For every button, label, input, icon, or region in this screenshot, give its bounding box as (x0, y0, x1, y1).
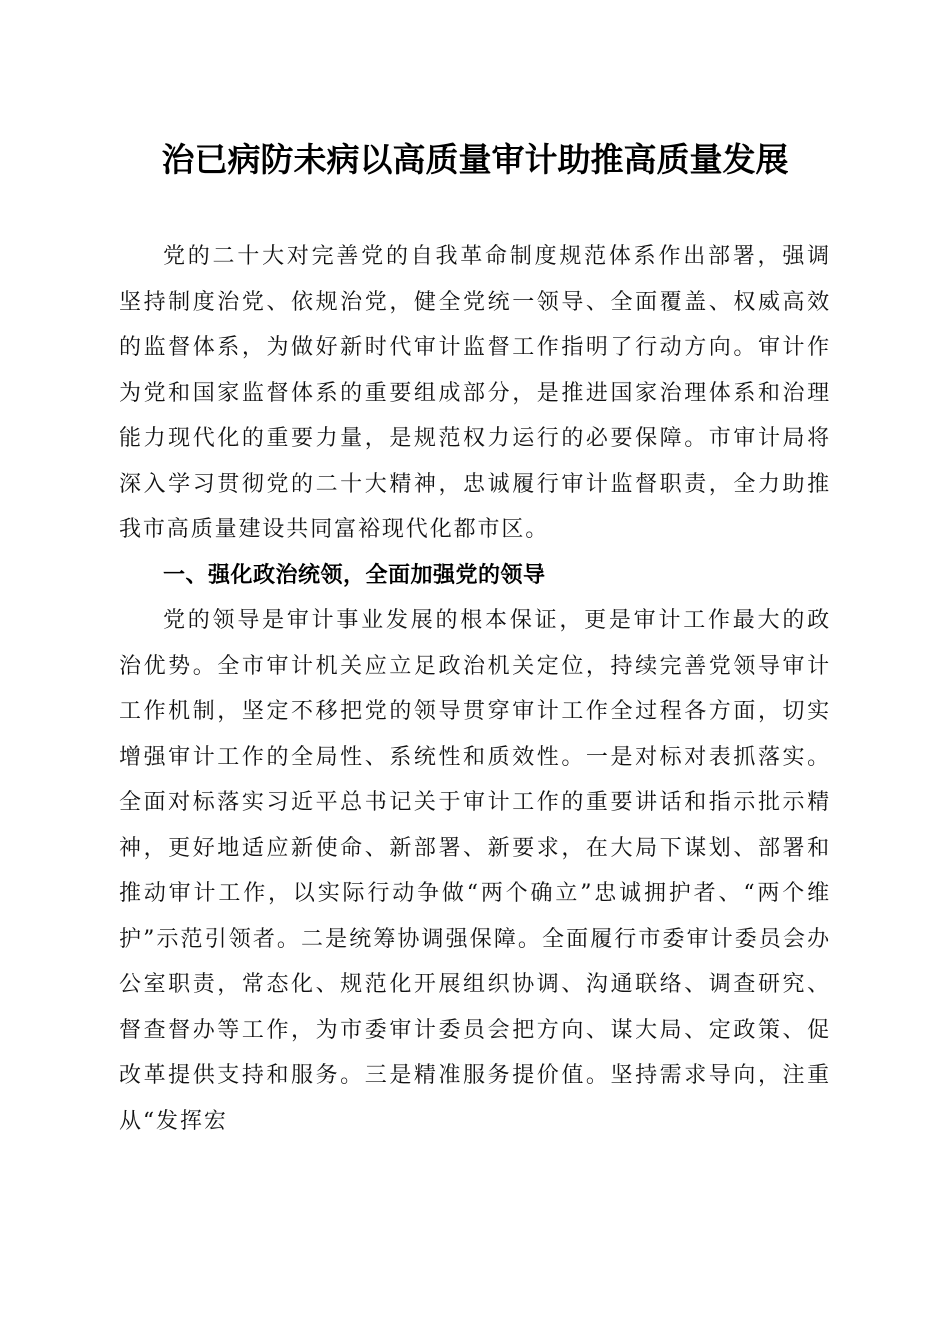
document-title: 治已病防未病以高质量审计助推高质量发展 (161, 140, 789, 179)
document-body (119, 234, 831, 1144)
section-1-paragraph: 党的领导是审计事业发展的根本保证，更是审计工作最大的政治优势。全市审计机关应立足政治机关定位，持续完善党领导审计工作机制，坚定不移把党的领导贯穿审计工作全过程各方面，切实增强审计工作的全局性、系统性和质效性。一是对标对表抓落实。全面对标落实习近平总书记关于审计工作的重要讲话和指示批示精神，更好地适应新使命、新部署、新要求，在大局下谋划、部署和推动审计工作，以实际行动争做“两个确立”忠诚拥护者、“两个维护”示范引领者。二是统筹协调强保障。全面履行市委审计委员会办公室职责，常态化、规范化开展组织协调、沟通联络、调查研究、督查督办等工作，为市委审计委员会把方向、谋大局、定政策、促改革提供支持和服务。三是精准服务提价值。坚持需求导向，注重从“发挥宏 (119, 608, 831, 1134)
intro-paragraph: 党的二十大对完善党的自我革命制度规范体系作出部署，强调坚持制度治党、依规治党，健全党统一领导、全面覆盖、权威高效的监督体系，为做好新时代审计监督工作指明了行动方向。审计作为党和国家监督体系的重要组成部分，是推进国家治理体系和治理能力现代化的重要力量，是规范权力运行的必要保障。市审计局将深入学习贯彻党的二十大精神，忠诚履行审计监督职责，全力助推我市高质量建设共同富裕现代化都市区。 (119, 244, 831, 542)
section-heading-1: 一、强化政治统领，全面加强党的领导 (163, 562, 546, 588)
